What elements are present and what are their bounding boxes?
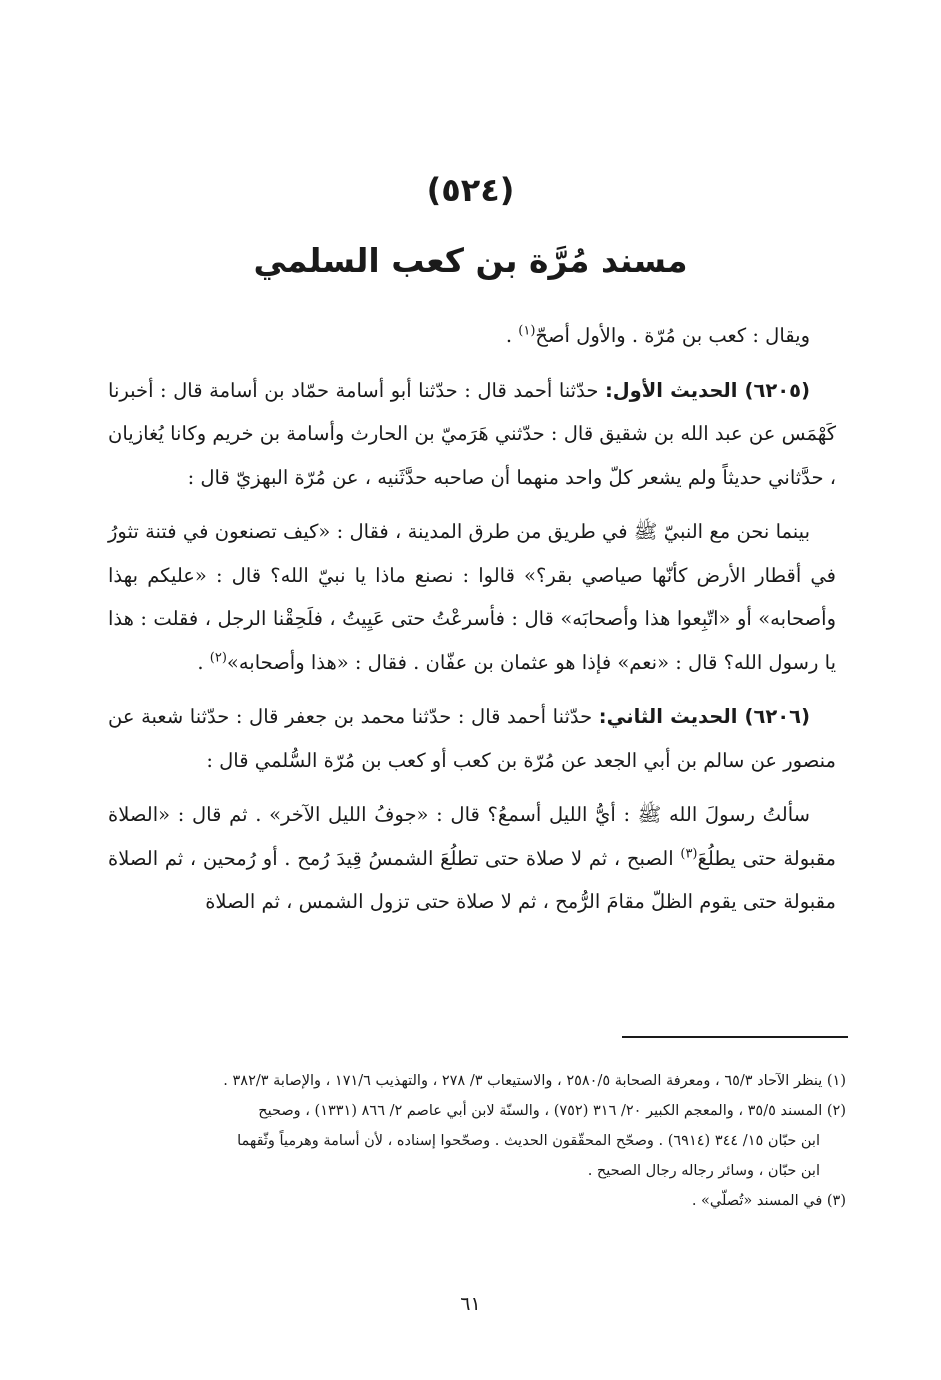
main-text: [108, 314, 836, 924]
hadith-1-matn-text: بينما نحن مع النبيّ ﷺ في طريق من طرق المدينة ، فقال : «كيف تصنعون في فتنة تثورُ في أقطار الأرض كأنّها صياصي بقر؟» قالوا : نصنع ماذا يا نبيّ الله؟ قال : «عليكم بهذا وأصحابه» أو «اتّبِعوا هذا وأصحابَه» قال : فأسرعْتُ حتى عَيِيتُ ، فلَحِقْنا الرجل ، فقلت : هذا يا رسول الله؟ قال : «نعم» فإذا هو عثمان بن عفّان . فقال : «هذا وأصحابه»: [108, 520, 836, 674]
footnote-divider: [622, 1036, 848, 1038]
footnote-ref-2: (٢): [209, 650, 227, 665]
hadith-2-isnad: [108, 695, 836, 782]
footnotes: [108, 1066, 846, 1216]
footnote-3: (٣) في المسند «تُصلّي» .: [691, 1193, 846, 1209]
chapter-number: (٥٢٤): [426, 171, 515, 209]
footnote-2: (٢) المسند ٣٥/٥ ، والمعجم الكبير ٢٠/ ٣١٦ (٧٥٢) ، والسنّة لابن أبي عاصم ٢/ ٨٦٦ (١٣٣١) ، وصحيح: [258, 1103, 846, 1119]
hadith-2-matn: [108, 793, 836, 924]
chapter-title: مسند مُرَّة بن كعب السلمي: [253, 241, 688, 280]
hadith-2-label: (٦٢٠٦) الحديث الثاني:: [598, 705, 810, 728]
hadith-1-isnad-text: حدّثنا أحمد قال : حدّثنا أبو أسامة حمّاد بن أسامة قال : أخبرنا كَهْمَس عن عبد الله بن شقيق قال : حدّثني هَرَميّ بن الحارث وأسامة بن خريم وكانا يُغازيان ، حدَّثاني حديثاً ولم يشعر كلّ واحد منهما أن صاحبه حدَّثَنيه ، عن مُرّة البهزيّ قال :: [108, 378, 836, 489]
footnote-ref-3: (٣): [680, 846, 698, 861]
intro-text: ويقال : كعب بن مُرّة . والأول أصحّ: [535, 324, 810, 347]
footnote-1: (١) ينظر الآحاد ٦٥/٣ ، ومعرفة الصحابة ٢٥٨٠/٥ ، والاستيعاب ٣/ ٢٧٨ ، والتهذيب ١٧١/٦ ، والإصابة ٣٨٢/٣ .: [223, 1073, 846, 1089]
intro-paragraph: [108, 314, 836, 358]
page-number: ٦١: [460, 1293, 481, 1315]
intro-end: .: [505, 324, 519, 347]
hadith-1-isnad: [108, 369, 836, 500]
hadith-1-matn: [108, 510, 836, 684]
hadith-1-label: (٦٢٠٥) الحديث الأول:: [604, 378, 810, 402]
hadith-2-isnad-text: حدّثنا أحمد قال : حدّثنا محمد بن جعفر قال : حدّثنا شعبة عن منصور عن سالم بن أبي الجعد عن مُرّة بن كعب أو كعب بن مُرّة السُّلمي قال :: [108, 705, 836, 772]
hadith-2-matn-after: الصبح ، ثم لا صلاة حتى تطلُعَ الشمسُ قِيدَ رُمح . أو رُمحين ، ثم الصلاة مقبولة حتى يقوم الظلّ مقامَ الرُّمح ، ثم لا صلاة حتى تزول الشمس ، ثم الصلاة: [108, 846, 836, 913]
hadith-1-matn-end: .: [197, 650, 210, 674]
footnote-2-continuation-1: ابن حبّان ١٥/ ٣٤٤ (٦٩١٤) . وصحّح المحقّقون الحديث . وصحّحوا إسناده ، لأن أسامة وهرمياً وثّقهما: [237, 1133, 820, 1149]
footnote-2-continuation-2: ابن حبّان ، وسائر رجاله رجال الصحيح .: [587, 1163, 820, 1179]
hadith-2-matn-before: سألتُ رسولَ الله ﷺ : أيُّ الليل أسمعُ؟ قال : «جوفُ الليل الآخر» . ثم قال : «الصلاة مقبولة حتى يطلُعَ: [108, 803, 837, 870]
footnote-ref-1: (١): [518, 323, 536, 339]
